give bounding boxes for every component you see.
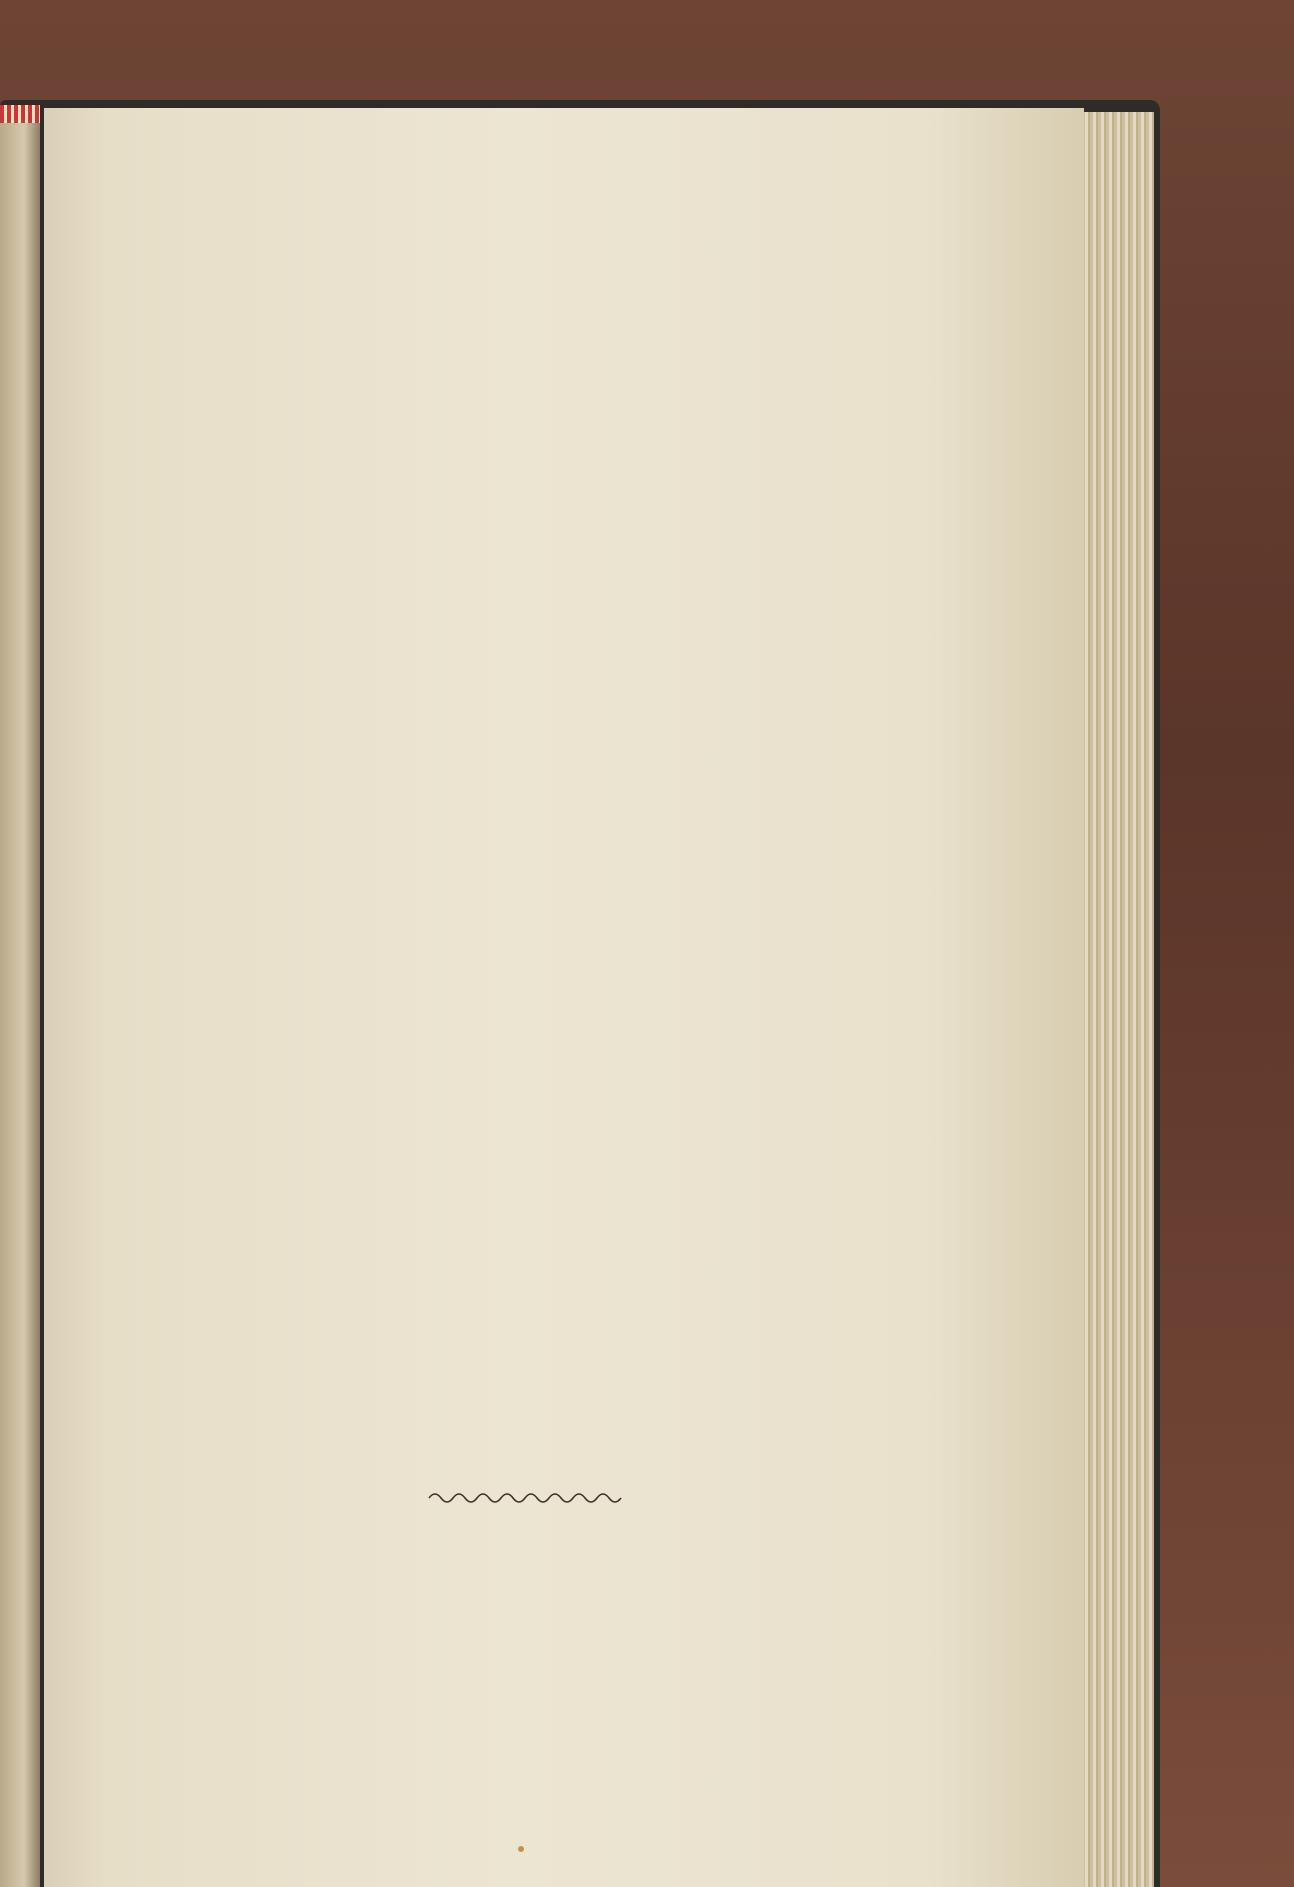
left-page-edge	[0, 110, 40, 1887]
bookmark-ribbon	[0, 105, 40, 123]
ink-spot	[518, 1846, 524, 1852]
running-head	[137, 356, 927, 396]
wave-ornament	[427, 1486, 627, 1510]
book-page	[44, 108, 1084, 1887]
